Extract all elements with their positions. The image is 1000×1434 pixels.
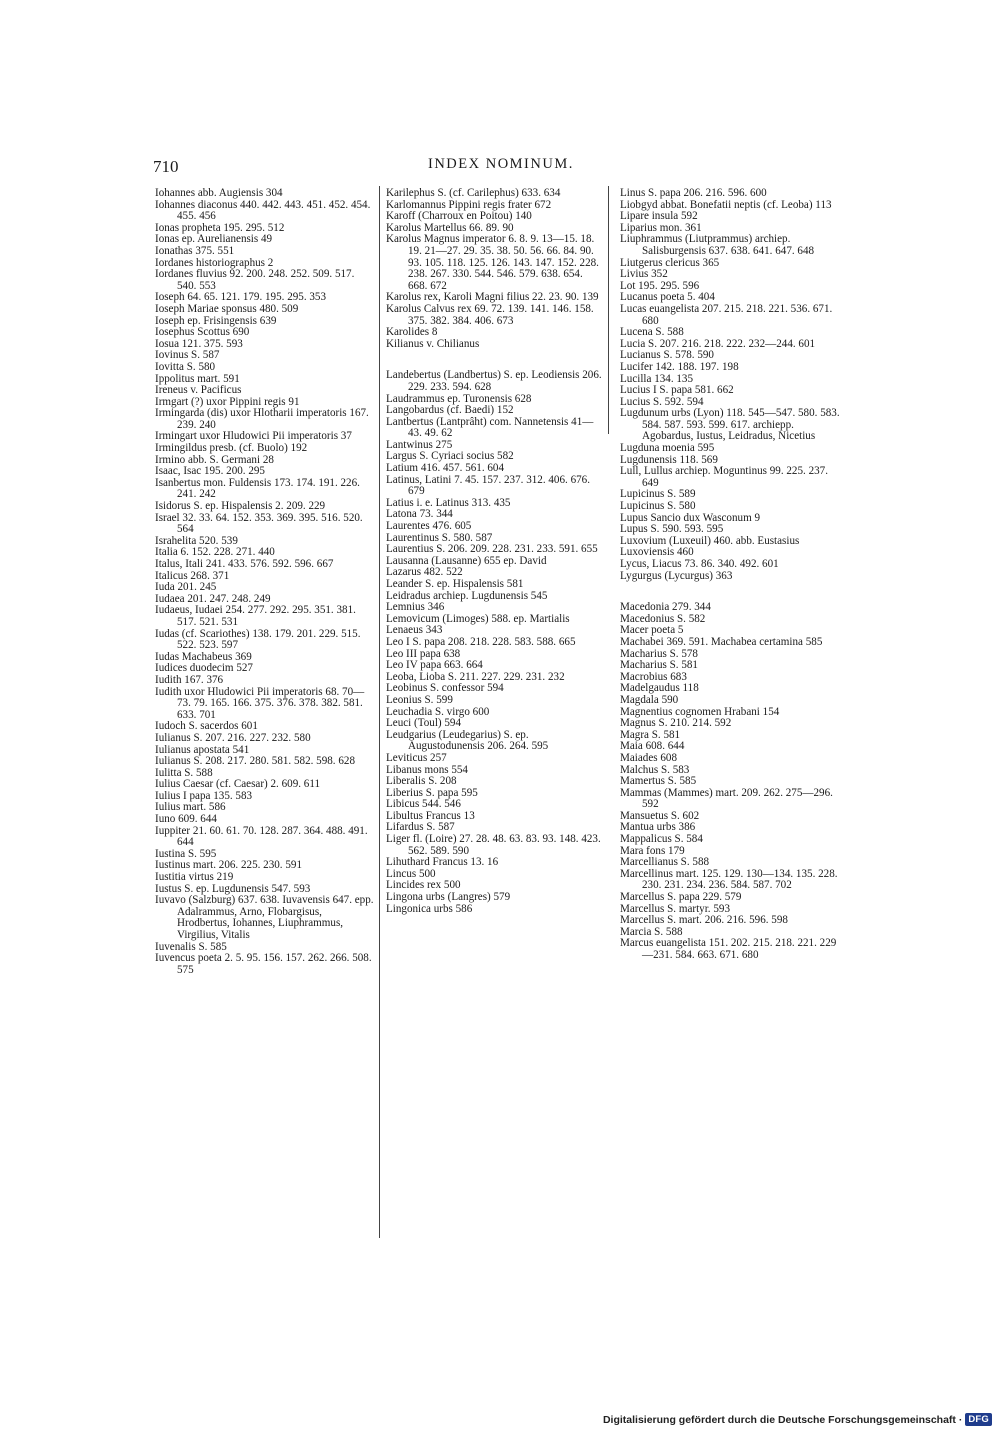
index-entry: Irmingildus presb. (cf. Buolo) 192 <box>155 442 308 455</box>
index-entry: Ioseph 64. 65. 121. 179. 195. 295. 353 <box>155 291 327 304</box>
index-entry: Magra S. 581 <box>620 728 681 741</box>
index-entry: Ionas propheta 195. 295. 512 <box>155 221 285 234</box>
index-entry: Irmingarda (dis) uxor Hlotharii imperatoris 167. 239. 240 <box>155 407 369 431</box>
index-entry: Iordanes fluvius 92. 200. 248. 252. 509. 517. 540. 553 <box>155 268 355 292</box>
index-entry: Liberalis S. 208 <box>386 775 457 788</box>
index-entry: Linus S. papa 206. 216. 596. 600 <box>620 187 767 199</box>
section-gap <box>386 350 604 370</box>
index-entry: Latinus, Latini 7. 45. 157. 237. 312. 406. 676. 679 <box>386 473 590 498</box>
index-entry: Livius 352 <box>620 268 668 281</box>
index-entry: Irmino abb. S. Germani 28 <box>155 453 274 466</box>
index-entry: Iohannes diaconus 440. 442. 443. 451. 452. 454. 455. 456 <box>155 198 371 223</box>
index-entry: Leo IV papa 663. 664 <box>386 659 483 672</box>
index-entry: Iulius mart. 586 <box>155 801 226 814</box>
running-title: INDEX NOMINUM. <box>428 156 574 172</box>
index-entry: Ireneus v. Pacificus <box>155 384 242 397</box>
index-entry: Lantwinus 275 <box>386 438 453 451</box>
index-entry: Madelgaudus 118 <box>620 682 699 695</box>
index-entry: Lantbertus (Lantprâht) com. Nannetensis 41—43. 49. 62 <box>386 415 594 440</box>
index-entry: Ioseph Mariae sponsus 480. 509 <box>155 302 299 315</box>
index-entry: Karolus Martellus 66. 89. 90 <box>386 221 514 234</box>
index-entry: Iudaea 201. 247. 248. 249 <box>155 592 271 605</box>
index-entry: Lingona urbs (Langres) 579 <box>386 891 511 904</box>
index-entry: Lincus 500 <box>386 867 436 880</box>
index-entry: Iudith 167. 376 <box>155 673 224 686</box>
index-entry: Marcellianus S. 588 <box>620 856 710 869</box>
index-entry: Karolus Magnus imperator 6. 8. 9. 13—15. 18. 19. 21—27. 29. 35. 38. 50. 56. 66. 84. 90. 93. 105. 118. 125. 126. 143. 147. 152. 228. 238. 267. 330. 544. 546. 579. 638. 654. 668. 672 <box>386 233 599 292</box>
index-entry: Iustina S. 595 <box>155 847 217 860</box>
footer-credit <box>603 1413 992 1426</box>
index-entry: Karolus Calvus rex 69. 72. 139. 141. 146. 158. 375. 382. 384. 406. 673 <box>386 302 594 327</box>
index-entry: Lifardus S. 587 <box>386 821 455 834</box>
index-entry: Marcellus S. mart. 206. 216. 596. 598 <box>620 914 788 927</box>
index-entry: Macharius S. 578 <box>620 647 698 660</box>
index-entry: Leo I S. papa 208. 218. 228. 583. 588. 665 <box>386 635 576 648</box>
index-entry: Macedonia 279. 344 <box>620 601 711 614</box>
footer-separator: · <box>955 1413 963 1426</box>
index-entry: Machabei 369. 591. Machabea certamina 585 <box>620 635 823 648</box>
index-entry: Iudices duodecim 527 <box>155 662 253 675</box>
index-entry: Liutgerus clericus 365 <box>620 256 720 269</box>
index-entry: Iulius I papa 135. 583 <box>155 789 253 802</box>
index-entry: Lucifer 142. 188. 197. 198 <box>620 360 739 373</box>
index-entry: Macrobius 683 <box>620 670 687 683</box>
index-entry: Irmgart (?) uxor Pippini regis 91 <box>155 395 300 408</box>
index-entry: Mantua urbs 386 <box>620 821 696 834</box>
index-entry: Latona 73. 344 <box>386 508 453 521</box>
index-entry: Isaac, Isac 195. 200. 295 <box>155 465 265 478</box>
index-entry: Iuvenalis S. 585 <box>155 940 227 953</box>
section-gap <box>620 582 840 602</box>
index-entry: Iudith uxor Hludowici Pii imperatoris 68. 70—73. 79. 165. 166. 375. 376. 378. 382. 581. 633. 701 <box>155 685 365 721</box>
index-entry: Lucius I S. papa 581. 662 <box>620 384 734 397</box>
index-entry: Ionathas 375. 551 <box>155 244 235 257</box>
index-entry: Libicus 544. 546 <box>386 798 461 811</box>
index-entry: Israhelita 520. 539 <box>155 534 238 547</box>
index-entry: Libanus mons 554 <box>386 763 468 776</box>
index-entry: Iustinus mart. 206. 225. 230. 591 <box>155 859 302 872</box>
index-entry: Iudoch S. sacerdos 601 <box>155 720 258 733</box>
index-entry: Leo III papa 638 <box>386 647 461 660</box>
index-entry: Karilephus S. (cf. Carilephus) 633. 634 <box>386 187 561 199</box>
index-entry: Ioseph ep. Frisingensis 639 <box>155 314 277 327</box>
index-entry: Iulianus S. 208. 217. 280. 581. 582. 598. 628 <box>155 755 355 768</box>
index-entry: Lucianus S. 578. 590 <box>620 349 714 362</box>
index-entry: Israel 32. 33. 64. 152. 353. 369. 395. 516. 520. 564 <box>155 511 363 536</box>
index-entry: Iuppiter 21. 60. 61. 70. 128. 287. 364. 488. 491. 644 <box>155 824 368 849</box>
index-entry: Marcia S. 588 <box>620 925 683 938</box>
index-entry: Iohannes abb. Augiensis 304 <box>155 187 283 199</box>
index-entry: Lot 195. 295. 596 <box>620 279 700 292</box>
index-entry: Ippolitus mart. 591 <box>155 372 240 385</box>
index-entry: Leonius S. 599 <box>386 693 453 706</box>
index-entry: Lycus, Liacus 73. 86. 340. 492. 601 <box>620 558 779 570</box>
index-entry: Iustus S. ep. Lugdunensis 547. 593 <box>155 882 311 895</box>
index-entry: Italus, Itali 241. 433. 576. 592. 596. 667 <box>155 558 334 570</box>
index-entry: Magnentius cognomen Hrabani 154 <box>620 705 780 718</box>
column-divider-2 <box>608 186 609 434</box>
index-entry: Malchus S. 583 <box>620 763 690 776</box>
index-entry: Langobardus (cf. Baedi) 152 <box>386 404 514 417</box>
index-entry: Liparius mon. 361 <box>620 221 702 234</box>
index-entry: Luxovium (Luxeuil) 460. abb. Eustasius <box>620 534 800 547</box>
index-entry: Marcus euangelista 151. 202. 215. 218. 221. 229—231. 584. 663. 671. 680 <box>620 937 837 961</box>
index-entry: Libultus Francus 13 <box>386 809 475 822</box>
index-entry: Macedonius S. 582 <box>620 612 706 625</box>
dfg-logo: DFG <box>965 1413 992 1426</box>
index-entry: Lazarus 482. 522 <box>386 566 463 579</box>
index-entry: Italicus 268. 371 <box>155 569 230 582</box>
index-entry: Karolides 8 <box>386 326 438 339</box>
index-entry: Liger fl. (Loire) 27. 28. 48. 63. 83. 93. 148. 423. 562. 589. 590 <box>386 833 601 857</box>
index-entry: Karolus rex, Karoli Magni filius 22. 23. 90. 139 <box>386 291 599 304</box>
index-entry: Leidradus archiep. Lugdunensis 545 <box>386 589 548 602</box>
index-entry: Lenaeus 343 <box>386 624 443 637</box>
index-entry: Leuchadia S. virgo 600 <box>386 705 490 718</box>
index-entry: Latius i. e. Latinus 313. 435 <box>386 496 511 509</box>
footer-text: Digitalisierung gefördert durch die Deutsche Forschungsgemeinschaft <box>602 1413 956 1426</box>
index-entry: Marcellus S. martyr. 593 <box>620 902 730 915</box>
index-entry: Iulius Caesar (cf. Caesar) 2. 609. 611 <box>155 778 321 791</box>
index-entry: Liuphrammus (Liutprammus) archiep. Salisburgensis 637. 638. 641. 647. 648 <box>620 233 815 257</box>
index-entry: Lull, Lullus archiep. Moguntinus 99. 225. 237. 649 <box>620 465 828 489</box>
index-entry: Lupus Sancio dux Wasconum 9 <box>620 511 761 524</box>
index-entry: Marcellinus mart. 125. 129. 130—134. 135. 228. 230. 231. 234. 236. 584. 587. 702 <box>620 867 838 892</box>
index-entry: Iuda 201. 245 <box>155 581 217 594</box>
index-entry: Leudgarius (Leudegarius) S. ep. Augustodunensis 206. 264. 595 <box>386 728 549 753</box>
index-entry: Iuvavo (Salzburg) 637. 638. Iuvavensis 647. epp. Adalrammus, Arno, Flobargisus, Hrodbertus, Iohannes, Liuphrammus, Virgilius, Vitalis <box>155 894 374 941</box>
index-entry: Lucius S. 592. 594 <box>620 395 704 408</box>
index-column-3 <box>620 188 840 962</box>
index-entry: Iudaeus, Iudaei 254. 277. 292. 295. 351. 381. 517. 521. 531 <box>155 604 356 628</box>
index-entry: Iulianus S. 207. 216. 227. 232. 580 <box>155 731 311 744</box>
column-divider-1 <box>379 186 380 1238</box>
index-entry: Lugdunensis 118. 569 <box>620 453 718 466</box>
index-entry: Iulianus apostata 541 <box>155 743 250 756</box>
index-entry: Iosua 121. 375. 593 <box>155 337 243 350</box>
index-entry: Lemovicum (Limoges) 588. ep. Martialis <box>386 612 570 625</box>
index-entry: Iustitia virtus 219 <box>155 871 234 884</box>
index-entry: Ionas ep. Aurelianensis 49 <box>155 233 273 246</box>
index-entry: Italia 6. 152. 228. 271. 440 <box>155 546 275 559</box>
index-entry: Iuvencus poeta 2. 5. 95. 156. 157. 262. 266. 508. 575 <box>155 952 372 976</box>
index-entry: Mamertus S. 585 <box>620 775 697 788</box>
index-entry: Lucilla 134. 135 <box>620 372 694 385</box>
index-entry: Irmingart uxor Hludowici Pii imperatoris 37 <box>155 430 352 443</box>
index-entry: Lihuthard Francus 13. 16 <box>386 856 499 869</box>
index-entry: Liberius S. papa 595 <box>386 786 478 799</box>
index-entry: Lucena S. 588 <box>620 326 684 339</box>
index-entry: Macer poeta 5 <box>620 624 684 637</box>
index-entry: Iosephus Scottus 690 <box>155 326 250 339</box>
index-entry: Lygurgus (Lycurgus) 363 <box>620 569 733 582</box>
index-entry: Leviticus 257 <box>386 751 447 764</box>
index-entry: Laurentes 476. 605 <box>386 520 472 533</box>
index-entry: Isidorus S. ep. Hispalensis 2. 209. 229 <box>155 500 326 513</box>
index-entry: Mappalicus S. 584 <box>620 833 703 846</box>
index-entry: Iudas (cf. Scariothes) 138. 179. 201. 229. 515. 522. 523. 597 <box>155 627 361 652</box>
index-entry: Macharius S. 581 <box>620 659 698 672</box>
index-entry: Kilianus v. Chilianus <box>386 337 480 350</box>
index-entry: Lemnius 346 <box>386 601 445 614</box>
index-entry: Laurentinus S. 580. 587 <box>386 531 493 544</box>
index-entry: Lausanna (Lausanne) 655 ep. David <box>386 554 547 567</box>
index-entry: Mansuetus S. 602 <box>620 809 700 822</box>
page-number: 710 <box>153 157 179 176</box>
index-entry: Iulitta S. 588 <box>155 766 213 779</box>
index-entry: Laurentius S. 206. 209. 228. 231. 233. 591. 655 <box>386 543 598 556</box>
index-entry: Maia 608. 644 <box>620 740 685 753</box>
index-entry: Luxoviensis 460 <box>620 546 694 559</box>
index-entry: Laudrammus ep. Turonensis 628 <box>386 392 532 405</box>
index-entry: Lugduna moenia 595 <box>620 442 715 455</box>
index-entry: Maiades 608 <box>620 751 677 764</box>
index-entry: Iuno 609. 644 <box>155 813 217 826</box>
index-entry: Karoff (Charroux en Poitou) 140 <box>386 210 532 223</box>
index-entry: Lucas euangelista 207. 215. 218. 221. 536. 671. 680 <box>620 302 833 327</box>
index-entry: Mammas (Mammes) mart. 209. 262. 275—296. 592 <box>620 786 833 811</box>
index-entry: Leobinus S. confessor 594 <box>386 682 504 695</box>
index-entry: Lupicinus S. 589 <box>620 488 696 501</box>
index-entry: Lucanus poeta 5. 404 <box>620 291 715 304</box>
index-entry: Largus S. Cyriaci socius 582 <box>386 450 514 463</box>
index-entry: Isanbertus mon. Fuldensis 173. 174. 191. 226. 241. 242 <box>155 476 360 501</box>
index-entry: Leoba, Lioba S. 211. 227. 229. 231. 232 <box>386 670 565 683</box>
index-entry: Iovitta S. 580 <box>155 360 216 373</box>
index-entry: Liobgyd abbat. Bonefatii neptis (cf. Leoba) 113 <box>620 198 832 211</box>
index-entry: Latium 416. 457. 561. 604 <box>386 462 505 475</box>
index-entry: Lingonica urbs 586 <box>386 902 473 915</box>
index-entry: Lupicinus S. 580 <box>620 500 696 513</box>
index-column-1 <box>155 188 375 976</box>
index-column-2 <box>386 188 604 915</box>
index-entry: Iordanes historiographus 2 <box>155 256 274 269</box>
index-entry: Iudas Machabeus 369 <box>155 650 252 663</box>
index-entry: Lugdunum urbs (Lyon) 118. 545—547. 580. 583. 584. 587. 593. 599. 617. archiepp. Agobardus, Iustus, Leidradus, Nicetius <box>620 407 840 443</box>
index-entry: Leander S. ep. Hispalensis 581 <box>386 578 524 590</box>
index-entry: Lincides rex 500 <box>386 879 461 892</box>
index-entry: Karlomannus Pippini regis frater 672 <box>386 198 552 211</box>
index-entry: Mara fons 179 <box>620 844 685 857</box>
index-entry: Magnus S. 210. 214. 592 <box>620 717 732 730</box>
index-entry: Magdala 590 <box>620 693 679 706</box>
index-entry: Iovinus S. 587 <box>155 349 220 362</box>
index-entry: Marcellus S. papa 229. 579 <box>620 891 742 904</box>
index-entry: Landebertus (Landbertus) S. ep. Leodiensis 206. 229. 233. 594. 628 <box>386 369 602 393</box>
index-entry: Lipare insula 592 <box>620 210 698 223</box>
index-entry: Leuci (Toul) 594 <box>386 717 462 730</box>
index-entry: Lucia S. 207. 216. 218. 222. 232—244. 601 <box>620 337 816 350</box>
index-entry: Lupus S. 590. 593. 595 <box>620 523 724 536</box>
